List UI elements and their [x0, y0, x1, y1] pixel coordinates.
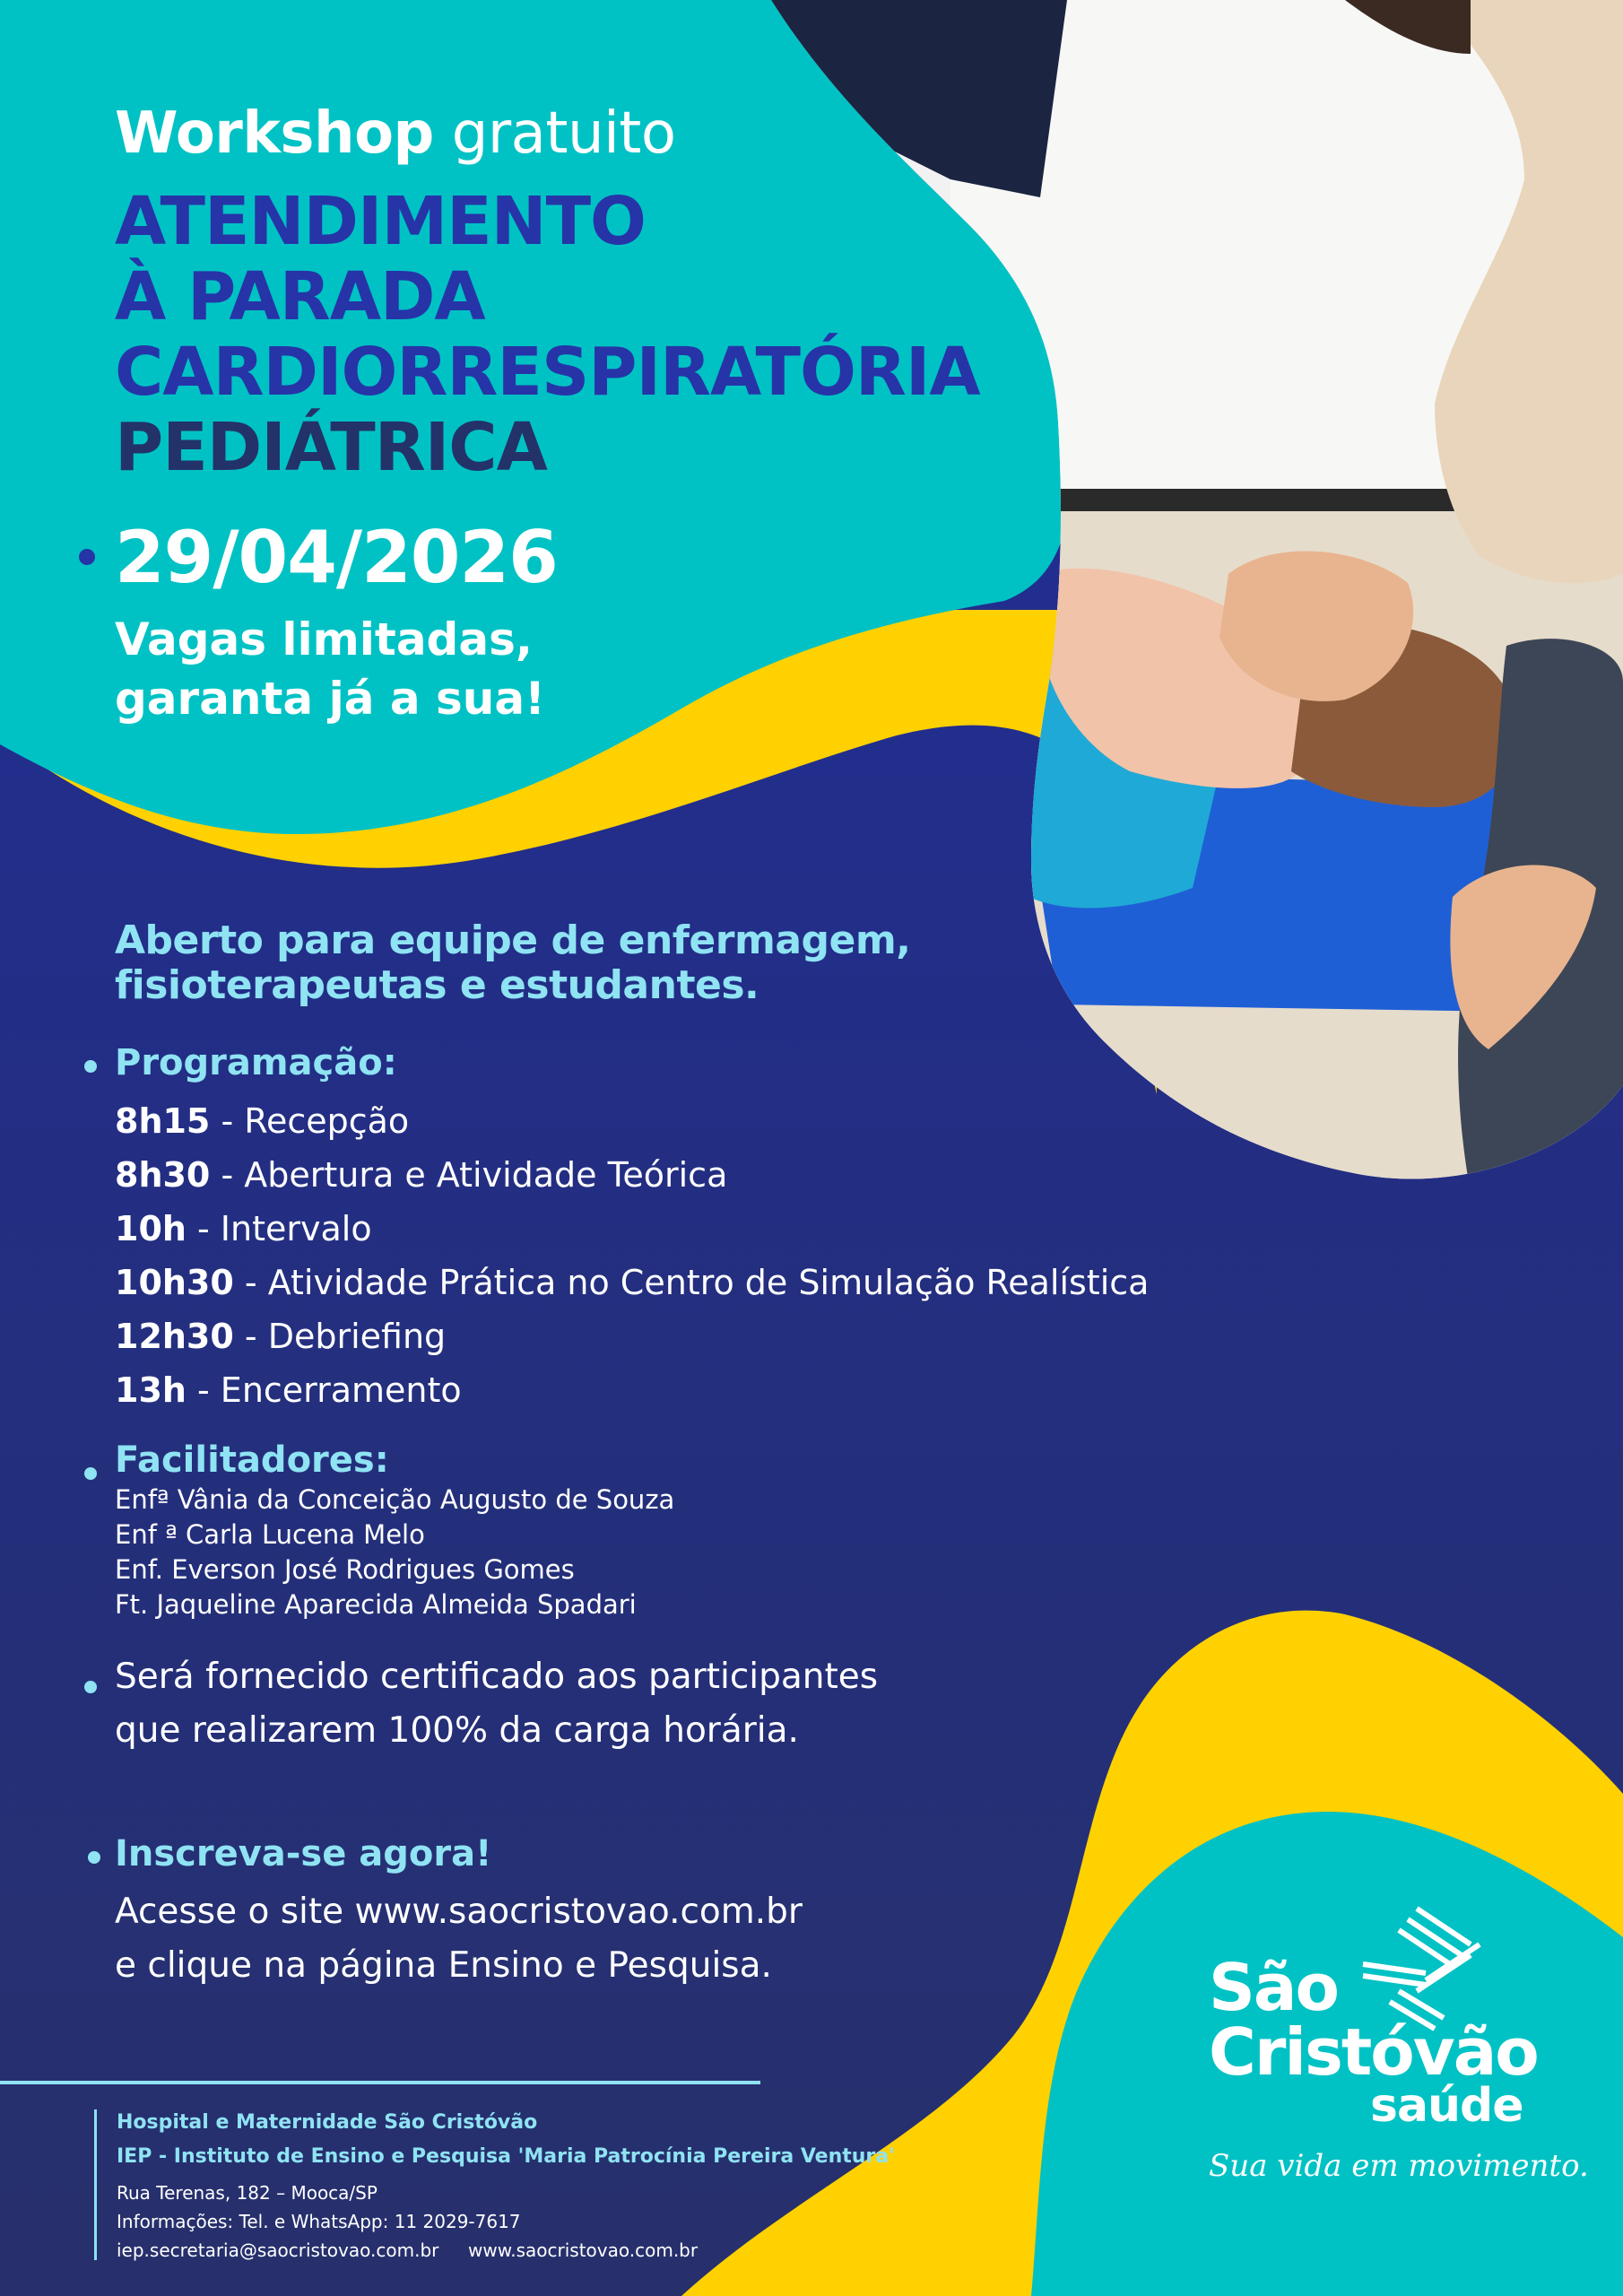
signup-line-2: e clique na página Ensino e Pesquisa. — [115, 1945, 772, 1986]
footer-address: Rua Terenas, 182 – Mooca/SP — [117, 2182, 378, 2204]
footer-institute: IEP - Instituto de Ensino e Pesquisa 'Maria Patrocínia Pereira Ventura' — [117, 2145, 895, 2168]
facilitator-name: Ft. Jaqueline Aparecida Almeida Spadari — [115, 1589, 637, 1620]
signup-line-1: Acesse o site www.saocristovao.com.br — [115, 1892, 803, 1932]
footer-website: www.saocristovao.com.br — [468, 2239, 699, 2261]
facilitator-name: Enf ª Carla Lucena Melo — [115, 1519, 425, 1550]
program-item: 8h15 - Recepção — [115, 1101, 410, 1141]
footer-phone: Informações: Tel. e WhatsApp: 11 2029-7617 — [117, 2211, 521, 2232]
certificate-bullet-icon — [84, 1681, 97, 1693]
workshop-bold: Workshop — [115, 100, 434, 167]
footer-accent-bar — [94, 2109, 97, 2260]
event-date: 29/04/2026 — [115, 516, 558, 599]
signup-text — [115, 1885, 803, 1993]
limited-spots-text — [115, 610, 545, 728]
program-item: 12h30 - Debriefing — [115, 1317, 447, 1356]
title-line-3: CARDIORRESPIRATÓRIA — [115, 334, 980, 411]
title-line-2: À PARADA — [115, 258, 485, 335]
program-list — [115, 1094, 1149, 1417]
audience-text — [115, 918, 910, 1008]
program-item: 13h - Encerramento — [115, 1370, 462, 1410]
program-heading: Programação: — [115, 1042, 397, 1083]
date-bullet-icon — [79, 549, 95, 565]
program-item: 10h - Intervalo — [115, 1209, 372, 1248]
workshop-light: gratuito — [451, 100, 676, 167]
audience-line-1: Aberto para equipe de enfermagem, — [115, 918, 911, 963]
brand-line-3: saúde — [1370, 2079, 1523, 2133]
brand-line-1: São — [1209, 1950, 1338, 2025]
brand-tagline: Sua vida em movimento. — [1209, 2148, 1589, 2184]
workshop-heading — [115, 100, 676, 167]
title-line-4: PEDIÁTRICA — [115, 409, 547, 486]
footer-email: iep.secretaria@saocristovao.com.br — [117, 2239, 439, 2261]
footer-divider — [0, 2081, 760, 2084]
program-item: 10h30 - Atividade Prática no Centro de Simulação Realística — [115, 1263, 1150, 1302]
signup-bullet-icon — [88, 1851, 100, 1864]
facilitator-name: Enfª Vânia da Conceição Augusto de Souza — [115, 1484, 675, 1515]
certificate-line-2: que realizarem 100% da carga horária. — [115, 1710, 799, 1751]
program-item: 8h30 - Abertura e Atividade Teórica — [115, 1155, 728, 1195]
page-title — [115, 184, 980, 485]
facilitators-heading: Facilitadores: — [115, 1439, 389, 1481]
program-bullet-icon — [84, 1060, 97, 1073]
certificate-line-1: Será fornecido certificado aos participantes — [115, 1657, 879, 1697]
facilitator-name: Enf. Everson José Rodrigues Gomes — [115, 1554, 575, 1585]
vagas-line-2: garanta já a sua! — [115, 673, 545, 725]
signup-heading: Inscreva-se agora! — [115, 1833, 492, 1874]
facilitators-bullet-icon — [84, 1467, 97, 1480]
footer-hospital: Hospital e Maternidade São Cristóvão — [117, 2111, 538, 2134]
audience-line-2: fisioterapeutas e estudantes. — [115, 962, 759, 1008]
brand-logo — [1209, 1950, 1538, 2133]
facilitators-list — [115, 1483, 674, 1622]
brand-line-2: Cristóvão — [1209, 2014, 1538, 2090]
title-line-1: ATENDIMENTO — [115, 183, 646, 260]
vagas-line-1: Vagas limitadas, — [115, 613, 533, 665]
certificate-text — [115, 1650, 878, 1758]
